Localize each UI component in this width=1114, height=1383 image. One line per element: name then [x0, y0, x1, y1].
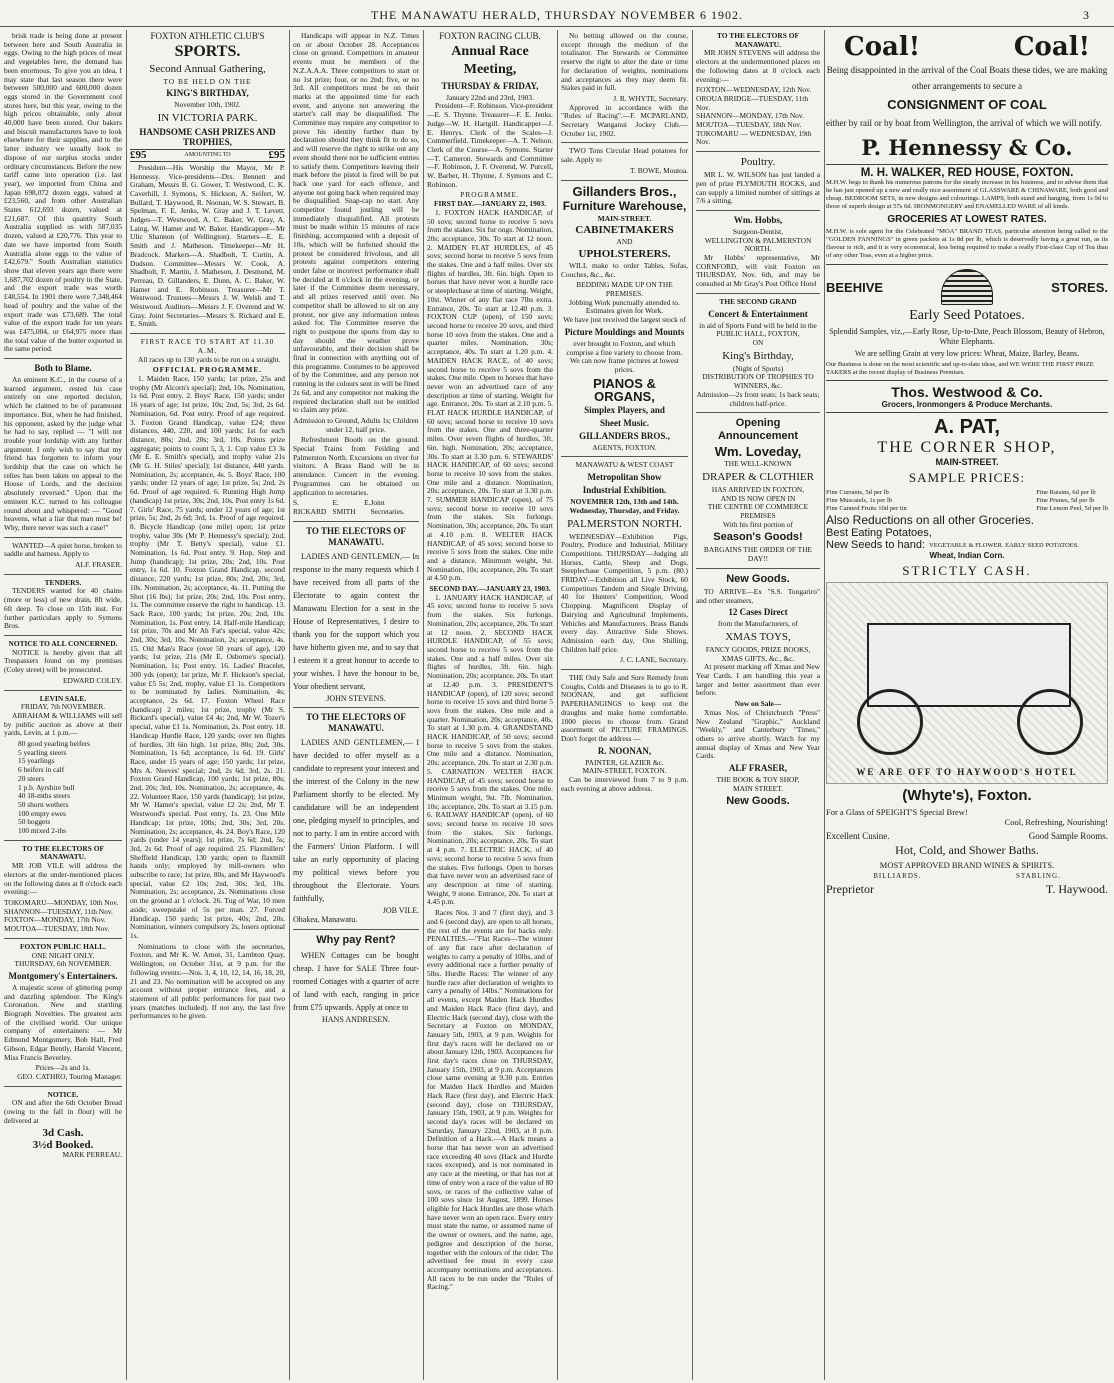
ad-levin: ABRAHAM & WILLIAMS will sell by public auction as above at their yards, Levin, at 1 p.m.—	[4, 710, 122, 738]
show-place: PALMERSTON NORTH.	[567, 517, 682, 530]
speights: For a Glass of SPEIGHT'S Special Brew!	[826, 807, 968, 817]
simplex: Simplex Players, and	[584, 404, 665, 415]
stevens-address: LADIES AND GENTLEMEN,— In response to the many requests which I have received from all parts of the Electorate to again contest the Manawatu Election for a seat in the House of Representatives, I desire to thank you for the support which you have hitherto given me, and to say that I esteem it a great honour to accede to your wishes. I have the honour to be, Your obedient servant,	[293, 551, 419, 691]
show-text: WEDNESDAY—Exhibition Pigs, Poultry, Produce and Industrial, Military Competitions. THURSDAY—Judging all Horses, Cattle, Sheep and Dogs, Steeplechase Competition, 5 p.m. (80.) FRIDAY—Exhibition all Live Stock, 60 Competitors Tandem and Single Driving, 40 for Hunters' Competition, Wood Chopping. Magnificent Display of Dairying and Agricultural Implements, Vehicles and Manufacturers. Brass Bands every day. Attractive Side Shows. Admission each day, One Shilling, Children half price.	[561, 531, 688, 654]
divider	[4, 537, 122, 538]
ad-date: FRIDAY, 7th NOVEMBER.	[20, 702, 106, 712]
divider	[4, 840, 122, 841]
draper: DRAPER & CLOTHIER	[702, 470, 814, 483]
prize-amount	[130, 149, 285, 162]
list-item: MOUTOA—TUESDAY, 18th Nov.	[696, 120, 802, 130]
show-dates: NOVEMBER 12th, 13th and 14th. Wednesday, Thursday, and Friday.	[569, 497, 680, 515]
ad-heading: FOXTON PUBLIC HALL.	[20, 941, 106, 951]
selling-text: We are selling Grain at very low prices: Wheat, Maize, Barley, Beans.	[854, 349, 1080, 358]
conjunction: AND	[616, 237, 633, 247]
dentist-place: WELLINGTON & PALMERSTON NORTH.	[704, 235, 812, 254]
pat: A. PAT,	[934, 416, 1000, 438]
list-item: FOXTON—MONDAY, 17th Nov.	[4, 915, 106, 925]
poultry-heading: Poultry.	[740, 156, 776, 169]
programme-heading: OFFICIAL PROGRAMME.	[152, 365, 263, 375]
divider	[696, 293, 820, 294]
jobbing: Jobbing Work punctually attended to.	[569, 297, 680, 307]
baths: Hot, Cold, and Shower Baths.	[895, 843, 1039, 857]
column-1	[4, 32, 122, 1378]
divider	[130, 333, 285, 334]
ad-subheading: ONE NIGHT ONLY.	[31, 950, 95, 960]
sheet-music: Sheet Music.	[600, 417, 649, 428]
westwood-sub: Grocers, Ironmongers & Produce Merchants.	[881, 400, 1053, 409]
gillanders-agents: GILLANDERS BROS.,	[579, 430, 670, 441]
secretaries-caption: Joint Secretaries.	[370, 498, 405, 516]
divider	[4, 938, 122, 939]
premises: THE CENTRE OF COMMERCE PREMISES	[707, 502, 809, 521]
sale-text: Xmas Nos. of Christchurch "Press" New Zealand "Graphic," Auckland "Weekly," and Canterbury "Times," others to arrive shortly. Watch for my annual display of Xmas and New Year Cards.	[696, 707, 820, 761]
reductions: Also Reductions on all other Groceries.	[826, 513, 1035, 527]
nominations: Nominations to close with the secretaries, Foxton, and Mr K. W. Arnot, 31, Lambton Quay, Wellington, on October 31st, at 9 p.m. for the following events:—Nos. 3, 4, 10, 12, 14, 16, 18, 20, 21 and 23. No nomination will be accepted on any account without proper entrance fees, and a statement of all public performances for past two years (matches included). If not any, the last five performances to be given.	[130, 941, 285, 1021]
coal-word: Coal!	[844, 32, 921, 62]
article-heading: Both to Blame.	[34, 363, 92, 374]
day-heading: SECOND DAY.—JANUARY 23, 1903.	[429, 584, 551, 594]
ad-date: THURSDAY, 6th NOVEMBER.	[14, 959, 112, 969]
list-item: MOUTOA—TUESDAY, 18th Nov.	[4, 924, 110, 934]
price-item: Fine Raisins, 6d per lb	[1036, 489, 1096, 496]
ad-signature: GEO. CATHRO, Touring Manager.	[17, 1071, 122, 1081]
list-item: OROUA BRIDGE—TUESDAY, 11th Nov.	[696, 93, 809, 112]
prizes-line: HANDSOME CASH PRIZES AND TROPHIES,	[139, 127, 276, 148]
list-item: 15 yearlings	[18, 756, 55, 766]
ad-show-name: Montgomery's Entertainers.	[8, 970, 118, 981]
fancy-goods: FANCY GOODS, PRIZE BOOKS, XMAS GIFTS, &c., &c.	[705, 644, 811, 663]
noonan-ad: THE Only Safe and Sure Remedy from Coughs, Colds and Diseases is to go to R. NOONAN, and get sufficient PAPERHANGINGS to keep out the draughts and make home comfortable. 1000 pieces to choose from. Grand assortment of PICTURE FRAMINGS. Don't forget the address —	[561, 673, 688, 743]
strictly-cash: STRICTLY CASH.	[902, 563, 1032, 578]
price-list-right	[1036, 489, 1108, 513]
walker: M. H. WALKER, RED HOUSE, FOXTON.	[860, 167, 1074, 179]
first-race: FIRST RACE TO START AT 11.30 A.M.	[140, 337, 275, 355]
concert-night: (Night of Sports)	[732, 363, 784, 373]
column-rule	[423, 30, 424, 1380]
sample-prices: SAMPLE PRICES:	[908, 470, 1026, 485]
concert-aid: in aid of Sports Fund will be held in the PUBLIC HALL, FOXTON,	[699, 320, 817, 339]
divider	[696, 568, 820, 569]
ad-hall: A majestic scene of glittering pomp and dazzling splendour. The King's Coronation. New and startling Biograph Novelties. The greatest acts of the civilised world. Our unique company of entertainers: — Mr Edmund Montgomery, Bob Hall, Fred Gibson, Edgar Bently, Harold Vincent, Miss Francis Beverley.	[4, 982, 122, 1062]
hennessy: P. Hennessy & Co.	[861, 135, 1073, 160]
divider	[561, 180, 688, 181]
list-item: TOKOMARU — WEDNESDAY, 19th Nov.	[696, 128, 812, 147]
stabling: STABLING.	[1015, 872, 1061, 880]
vile-address: LADIES AND GENTLEMEN,— I have decided to offer myself as a candidate to represent your interest and the interest of the Colony in the new Parliament shortly to be elected. My candidature will be an independent one, pledging myself to principles, and not to party. I am in entire accord with the Farmers' Union Platform. I will take an early opportunity of placing my political views before you throughout the Electorate. Yours faithfully,	[293, 738, 419, 904]
beehive-banner	[826, 269, 1108, 305]
column-4	[427, 32, 553, 1378]
secretaries	[293, 499, 419, 516]
admission: Admission to Ground, Adults 1s; Children under 12, half price.	[293, 415, 419, 434]
well-known: THE WELL-KNOWN	[724, 459, 792, 469]
race-officials: President—F. Robinson. Vice-president—E. S. Thynne. Treasurer—F. E. Jenks. Judge—W. H. Hartgill. Handicapper—J. E. Henrys. Clerk of the Scales—J. Commerfield. Timekeeper—A. T. Nelson. Clerk of the Course—A. Symons. Starter—T. Cameron. Stewards and Committee—F. Robinson, J. F. Overend, W. Purcell, W. Barber, H. Thynne, J. Symons and C. Robinson.	[427, 101, 553, 189]
ad-signature: T. BOWE, Moutoa.	[630, 165, 688, 175]
present-text: At present marking off Xmas and New Year Cards. I am handling this year a larger and better assortment than ever before.	[696, 662, 820, 698]
ad-heading: TO THE ELECTORS OF MANAWATU.	[306, 525, 406, 547]
list-item: 50 shorn wethers	[18, 799, 69, 809]
ad-signature: JOB VILE.	[382, 906, 419, 916]
cases: 12 Cases Direct	[728, 607, 788, 618]
divider	[4, 635, 122, 636]
divider	[4, 690, 122, 691]
agents: AGENTS, FOXTON.	[592, 442, 657, 452]
dentist-text: Mr Hobbs' representative, Mr CORNFORD, will visit Foxton on THURSDAY, Nov. 6th, and may be consulted at Mr Gray's Post Office Hotel	[696, 253, 820, 289]
proprietor-label: Preprietor	[826, 882, 874, 896]
cool-refreshing: Cool, Refreshing, Nourishing!	[1004, 817, 1108, 827]
race-dates: January 22nd and 23rd, 1903.	[446, 92, 534, 102]
race-rules: Races Nos. 3 and 7 (first day), and 3 and 6 (second day), are open to all horses, the rest of the events are for hacks only. PENALTIES.—"Flat Races—The winner of any flat race after declaration of weights to carry a penalty of 10lbs, and of every additional race a further penalty of 5lbs. Hurdle Races: The winner of any hurdle race after declaration of weights to carry a penalty of 14lbs." Nominations for all events, except Maiden Hack Hurdles and Maiden Hack Race (first day), and Electric Hack (second day), close with the Secretary at Foxton on MONDAY, January 5th, 1903, at 9 p.m. Weights for first day's races will be declared on or about January 12th, 1903. Acceptances for first day's races close on THURSDAY, January 15th, 1903, at 9 p.m. Acceptances close same evening at 9.30 p.m. Entries for Maiden Hack Hurdles and Maiden Hack Race (first day), and Electric Hack (second day), close on THURSDAY, January 15th, 1903, at 9 p.m. Weights for second day's races will be declared on Saturday, January 22nd, 1903, at 8 p.m. Definition of a Hack.—A Hack means a horse that has never won an advertised race exceeding 40 sovs (Hack and Hurdle races excepted), and is not nominated in any race at the meeting, or that has not at time of entry won a race of the value of 80 sovs, or races of the collective value of 100 sovs since 1st August, 1899. Horses eligible for Hack Hurdles are those which have never won an open race. Every entry must state the name, or assumed name of the owner or owners, and the name, age, pedigree and description of the horse, together with the colours of the rider. The advertised fee must in every case accompany nominations and acceptances. All races to be run under the "Rules of Racing."	[427, 908, 553, 1292]
pianos: PIANOS & ORGANS,	[593, 375, 656, 404]
ad-heading: NOTICE.	[47, 1089, 79, 1099]
held-line: TO BE HELD ON THE	[163, 76, 252, 86]
divider	[696, 151, 820, 152]
approved-note: Approved in accordance with the "Rules of Racing".—F. MCPARLAND, Secretary Wanganui Jockey Club.—October 1st, 1902.	[561, 102, 688, 138]
arrived: HAS ARRIVED IN FOXTON,	[711, 484, 805, 494]
club-name: FOXTON ATHLETIC CLUB'S	[150, 32, 265, 41]
column-6	[696, 32, 820, 1378]
price-list-left	[826, 489, 907, 513]
main-street: MAIN-STREET.	[935, 457, 999, 467]
trade: UPHOLSTERERS.	[578, 247, 671, 260]
concert-day: King's Birthday,	[722, 349, 794, 362]
conjunction: ON	[752, 337, 764, 347]
prize-value: £95	[130, 149, 147, 162]
refreshments: Refreshment Booth on the ground. Special Trains from Feilding and Palmerston North. Excursions on river for visitors. A Brass Band will be in attendance. Concert in the evening. Programmes can be obtained on application to secretaries.	[293, 435, 419, 497]
walker-text: M.H.W. begs to thank his numerous patrons for the steady increase in his business, and to advise them that he has just opened up a new and really nice assortment of GLASSWARE & CHINAWARE, both good and cheap. BEDROOM SETS, in new designs and colourings. LAMPS, both stand and hanging, from 1s 9d to those of superb design at 57s 6d. IRONMONGERY and ENAMELLED WARE of all kinds.	[826, 179, 1108, 210]
whytes: (Whyte's), Foxton.	[902, 787, 1032, 804]
article-eggs: brisk trade is being done at present between here and South Australia in eggs. Owing to the high prices of meat and vegetables here, the demand has been enormous. To give you an idea, I may state that last season there were between 500,000 and 600,000 dozen eggs stored in the Government cool stores here, but this year, owing to the high prices obtainable, only about 40,000 have been stored. Our bakers and biscuit manufacturers have to look elsewhere for their supplies, and to the latter industry we usually look to dispose of our surplus stocks under ordinary circumstances. Before the new tariff came into operation (i.e. last year), we imported from China and Japan 698,072 dozen eggs, valued at £23,560, and from other Australian States 612,693 dozen, valued at £21,687. Of this quantity South Australia supplied us with 587,035 dozen, valued at £20,776. This year to date we have imported from South Australia alone eggs to the value of £42,679." South Australian statistics show that eleven years ago there were 1,687,702 dozen of poultry in the State, and the export trade was worth £48,554. In 1901 there were 7,348,464 head of poultry and the value of the export trade was £73,689. The total value of the export trade for ten years was £475,004, or £64,975 more than the total value of the butter exported in the same period.	[4, 32, 122, 354]
list-item: 80 good yearling heifers	[18, 739, 91, 749]
groceries: GROCERIES AT LOWEST RATES.	[887, 214, 1047, 225]
ad-tenders: TENDERS wanted for 40 chains (more or less) of new drain, 8ft wide, 6ft deep. To close on 15th inst. For further particulars apply to Symons Bros.	[4, 586, 122, 631]
beehive-word: BEEHIVE	[826, 279, 884, 295]
venue: IN VICTORIA PARK.	[157, 112, 258, 125]
divider	[4, 358, 122, 359]
cart-caption: WE ARE OFF TO HAYWOOD'S HOTEL	[856, 767, 1078, 777]
race-meeting-title: Annual Race Meeting,	[451, 43, 529, 77]
price-item: Fine Prunes, 5d per lb	[1036, 497, 1095, 504]
masthead	[0, 0, 1114, 27]
column-rule	[692, 30, 693, 1380]
coal-word: Coal!	[1013, 32, 1090, 62]
potatoes-text: Splendid Samples, viz.,—Early Rose, Up-to-Date, Peach Blossom, Beauty of Hebron, White Elephants.	[829, 327, 1105, 346]
amenities	[826, 831, 1108, 841]
ad-heading: Why pay Rent?	[316, 933, 396, 946]
divider	[293, 929, 419, 930]
prize-caption: AMOUNTING TO	[184, 152, 231, 159]
concert-admission: Admission—2s front seats; 1s back seats; children half-price.	[696, 389, 820, 408]
noonan-hours: Can be interviewed from 7 to 9 p.m. each evening at above address.	[561, 775, 688, 793]
opening-heading: Opening Announcement	[717, 417, 799, 443]
column-rule	[126, 30, 127, 1380]
new-seeds: New Seeds to hand:	[826, 539, 926, 551]
seasons-goods: Season's Goods!	[713, 531, 803, 544]
list-item: 20 steers	[18, 773, 45, 783]
noonan-trade: PAINTER, GLAZIER &c.	[585, 757, 664, 767]
street: MAIN-STREET.	[597, 213, 652, 223]
list-item: 100 empty ewes	[18, 808, 67, 818]
stevens-meetings: MR JOHN STEVENS will address the electors at the undermentioned places on the following dates at 8 o'clock each evening:—	[696, 48, 820, 84]
gathering-title: Second Annual Gathering,	[149, 62, 266, 75]
seeds-detail: VEGETABLE & FLOWER. EARLY SEED POTATOES.	[929, 541, 1079, 549]
estimates: Estimates given for Work.	[585, 306, 664, 316]
bedding: BEDDING MADE UP ON THE PREMISES.	[576, 280, 673, 299]
divider	[561, 669, 688, 670]
gillanders-title: Gillanders Bros.,	[572, 183, 677, 199]
dentist-title: Surgeon-Dentist,	[732, 226, 784, 236]
billiards: BILLIARDS.	[873, 872, 922, 880]
price-item: Fine Currants, 5d per lb	[826, 489, 889, 496]
now-open: AND IS NOW OPEN IN	[720, 493, 796, 503]
seeds-line	[826, 539, 1108, 551]
divider	[293, 521, 419, 522]
ad-signature: J. C. LANE, Secretary.	[620, 655, 688, 665]
wines: MOST APPROVED BRAND WINES & SPIRITS.	[879, 860, 1055, 870]
price-item: Fine Lemon Peel, 5d per lb	[1036, 505, 1108, 512]
divider	[561, 142, 688, 143]
ad-notice: NOTICE is hereby given that all Trespassers found on my premises (Coley street) will be prosecuted.	[4, 647, 122, 675]
betting-note: No betting allowed on the course, except through the medium of the totalisator. The Stewards or Committee reserve the right to alter the date or time for declaration of weights, nominations and acceptances as they may deem fit. Stakes paid in full.	[561, 32, 688, 93]
proprietor-line	[826, 882, 1108, 897]
ad-heading: TO THE ELECTORS OF MANAWATU.	[717, 32, 799, 49]
new-goods-heading: New Goods.	[726, 795, 790, 808]
show-subtitle: Industrial Exhibition.	[582, 485, 667, 496]
wheel-icon	[857, 689, 923, 755]
ad-wanted: WANTED—A quiet horse, broken to saddle and harness. Apply to	[4, 540, 122, 559]
gillanders-text: WILL make to order Tables, Sofas, Couches, &c., &c.	[561, 260, 688, 279]
programme-heading: PROGRAMME.	[460, 190, 520, 200]
ad-heading: TENDERS.	[44, 577, 82, 587]
rent-ad: WHEN Cottages can be bought cheap. I have for SALE Three four-roomed Cottages with a quarter of acre of land with each, ranging in price from £75 upwards. Apply at once to	[293, 950, 419, 1012]
proprietor-name: T. Haywood.	[1045, 882, 1108, 896]
list-item: SHANNON—MONDAY, 17th Nov.	[696, 111, 804, 121]
groceries-text: M.H.W. is sole agent for the Celebrated "MOA" BRAND TEAS, particular attention being called to the "GOLDEN FANNINGS" in green packets at 1s 8d per lb, which is deservedly having a great run, as its flavour is rich, and it is very economical, less being required to make a really First-class Cup of Tea than of any other Teas, even at a higher price.	[826, 228, 1108, 259]
facilities	[826, 872, 1108, 880]
list-item: 6 heifers in calf	[18, 765, 65, 775]
ad-signature: JOHN STEVENS.	[326, 693, 386, 703]
stores-word: STORES.	[1051, 279, 1108, 295]
best-potatoes: Best Eating Potatoes,	[826, 527, 932, 539]
ad-prices: Prices—2s and 1s.	[35, 1063, 91, 1073]
from-manufacturers: from the Manufacturers, of	[717, 619, 799, 629]
meeting-list	[696, 86, 820, 147]
article-blame: An eminent K.C., in the course of a learned argument, rested his case entirely on one reported decision, which he claimed to be of paramount importance. But, when he had finished, his opponent, asked by the judge what he had to say, replied — "I will not trouble your lordship with any further argument. I only wish to say that my friend has forgotten to inform your lordship that the case on which he relies has been taken on appeal to the House of Lords, and the decision absolutely reversed." Upon that the eminent K.C. turned to his colleague round about and whispered: — "Good heavens, what a liar that man must be! Why, there never was such a case!"	[4, 375, 122, 532]
ad-vile-meetings: MR JOB VILE will address the electors at the under-mentioned places on the following dates at 8 o'clock each evening:—	[4, 861, 122, 897]
ad-heading: TO THE ELECTORS OF MANAWATU.	[306, 712, 406, 734]
brought-text: ever brought to Foxton, and which comprise a fine variety to choose from. We can now frame pictures at lowest prices.	[566, 338, 683, 374]
gillanders-sub: Furniture Warehouse,	[562, 198, 687, 213]
list-item: 50 hoggets	[18, 817, 51, 827]
potatoes-heading: Early Seed Potatoes.	[909, 308, 1025, 323]
ad-signature: HANS ANDRESEN.	[321, 1014, 390, 1024]
ad-bread: ON and after the 6th October Bread (owing to the fall in flour) will be delivered at	[4, 1098, 122, 1125]
fraser-name: ALF FRASER,	[728, 763, 788, 774]
secretary: S. RICKARD	[293, 498, 327, 516]
sports-rules: Handicaps will appear in N.Z. Times on or about October 28. Acceptances close on ground. Competitors in amateur events must be members of the N.Z.A.A.A. Three competitors to start or no 1st prize; four, or no 2nd; five, or no 3rd. All competitors must be on their marks at the appointed time for each event, and anyone not answering the starter's call may be disqualified. The Committee may require any competitor to prove his identity further than by declaration should they think fit to do so, and will reserve the right to strike out any event should there not be sufficient entries to satisfy them. Competitors leaving their mark before the pistol is fired will be put back one yard for each offence, and anyone not going back when required may be disqualified. Snap-cap no start. Any competitor found jostling will be immediately disqualified. All protests must be made within 15 minutes of race finishing, accompanied with a deposit of 10s, which will be forfeited should the protest be considered frivolous, and all protests against competitors entering under false or incorrect performance shall be decided at 8 o'clock in the evening, or later if the Committee deem necessary, and all prizes reserved until over. No competitor shall be allowed to sit on any protest, nor give any information unless asked for. The Committee reserve the right to postpone the sports from day to day should the weather prove unfavourable, and their decision shall be final in connection with anything out of this programme. Costumes to be approved of by the Committee, and any person not running in the colours sent in will be fined 2s 6d, and any competitor not making the required declaration shall not be entitled to claim any prize.	[293, 32, 419, 415]
sale-head: Now on Sale—	[734, 699, 782, 709]
show-title: Metropolitan Show	[587, 472, 662, 483]
race-days: THURSDAY & FRIDAY,	[441, 80, 539, 91]
day1-programme: 1. FOXTON HACK HANDICAP, of 50 sovs; second horse to receive 5 sovs from the stakes. Six fur ongs. Nomination, 20s; acceptance, 30s. To start at 12 noon. 2. MAIDEN FLAT HURDLES, of 45 sovs; second horse to receive 5 sovs from the stakes. One and a half miles. Over six flights of hurdles, 3ft. 6in. high. Open to horses that have never won a hurdle race or steeplechase at time of starting. Weight, 10st. Winner of any flat race 7lbs extra. Entrance, 20s. To start at 12.40 p.m. 3. FOXTON CUP (open), of 150 sovs; second horse to receive 20 sovs, and third horse 10 sovs from the stakes. One and a quarter miles. Nomination, 30s; acceptance, 40s. To start at 1.20 p.m. 4. MAIDEN HACK RACE, of 40 sovs; second horse to receive 5 sovs from the stakes. One mile. Open to horses that have never won an advertised race of any description at time of starting. Weight for age. Entrance, 20s. To start at 2.10 p.m. 5. FLAT HACK HURDLE HANDICAP, of 60 sovs; second horse to receive 10 sovs from the stakes. One and three-quarter miles. Over seven flights of hurdles, 3ft. 6in. high. Nomination, 20s; acceptance, 30s. To start at 3.30 p.m. 6. STEWARDS' HACK HANDICAP, of 60 sovs; second horse to receive 10 sovs from the stakes. One mile and a distance. Nomination, 20s; acceptance, 20s. To start at 3.30 p.m. 7. SUMMER HANDICAP (open), of 75 sovs; second horse to receive 10 sovs from the stakes. Six furlongs. Nomination, 30s; acceptance, 20s. To start at 4.10 p.m. 8. WELTER HACK HANDICAP, of 45 sovs; second horse to receive 5 sovs from the stakes. One mile and a distance. Minimum weight, 9st. Nomination, 10s; acceptance, 20s. To start at 4.50 p.m.	[427, 207, 553, 583]
ad-signature: MARK PERREAU.	[62, 1150, 122, 1160]
coal-text: Being disappointed in the arrival of the Coal Boats these tides, we are making other arrangements to secure a	[826, 65, 1108, 91]
sports-title: SPORTS.	[174, 42, 241, 60]
ad-heading: LEVIN SALE.	[39, 693, 87, 703]
prize-value: £95	[268, 149, 285, 162]
divider	[4, 574, 122, 575]
bargains: BARGAINS THE ORDER OF THE DAY!!	[703, 545, 813, 564]
column-3	[293, 32, 419, 1378]
ad-heading: NOTICE TO ALL CONCERNED.	[8, 639, 118, 648]
trade: CABINETMAKERS	[575, 224, 674, 237]
bread-price: 3½d Booked.	[32, 1139, 94, 1152]
masthead-title: THE MANAWATU HERALD, THURSDAY NOVEMBER 6 1902.	[371, 8, 743, 22]
picture-mouldings: Picture Mouldings and Mounts	[564, 326, 685, 337]
xmas-toys: XMAS TOYS,	[725, 630, 791, 643]
hotel-cart-illustration	[826, 582, 1108, 784]
divider	[561, 456, 688, 457]
concert-title: Concert & Entertainment	[708, 308, 808, 319]
new-goods-heading: New Goods.	[726, 572, 790, 585]
column-rule	[289, 30, 290, 1380]
first-portion: With his first portion of	[723, 519, 793, 529]
column-rule	[824, 30, 825, 1380]
page-number: 3	[1083, 8, 1090, 22]
list-item: 40 18-mths steers	[18, 791, 71, 801]
show-head: MANAWATU & WEST COAST	[575, 460, 674, 470]
potato-ad: TWO Tons Circular Head potatoes for sale. Apply to	[561, 146, 688, 165]
wheel-icon	[1017, 689, 1083, 755]
coal-heading	[826, 32, 1108, 62]
price-lists	[826, 489, 1108, 513]
received: We have just received the largest stock of	[563, 315, 686, 325]
coal-text2: either by rail or by boat from Wellington, the arrival of which we will notify.	[826, 118, 1102, 128]
divider	[4, 1086, 122, 1087]
westwood: Thos. Westwood & Co.	[891, 384, 1043, 400]
day-heading: FIRST DAY.—JANUARY 22, 1903.	[433, 199, 547, 209]
divider	[696, 210, 820, 211]
secretary: E. E. SMITH	[332, 498, 371, 516]
list-item: TOKOMARU—MONDAY, 10th Nov.	[4, 897, 119, 907]
ad-signature: ALF. FRASER.	[75, 560, 122, 570]
price-item: Fine Muscatels, 1s per lb	[826, 497, 893, 504]
column-rule	[557, 30, 558, 1380]
ad-column	[826, 32, 1108, 897]
noonan-street: MAIN-STREET, FOXTON.	[582, 766, 667, 776]
consignment: CONSIGNMENT OF COAL	[887, 97, 1047, 112]
divider	[696, 412, 820, 413]
ad-signature: J. R. WHYTE, Secretary.	[613, 93, 688, 103]
list-item: FOXTON—WEDNESDAY, 12th Nov.	[696, 85, 812, 95]
bread-price: 3d Cash.	[42, 1127, 84, 1140]
loveday-name: Wm. Loveday,	[714, 444, 802, 460]
fraser-shop: THE BOOK & TOY SHOP,	[716, 775, 800, 785]
beehive-icon	[941, 269, 993, 305]
cuisine: Excellent Cusine.	[826, 831, 890, 841]
list-item: SHANNON—TUESDAY, 11th Nov.	[4, 906, 113, 916]
fraser-street: MAIN STREET.	[733, 783, 783, 793]
officials: President—His Worship the Mayor, Mr P. Hennessy. Vice-presidents—Drs. Bennett and Graham, Messrs B. G. Gower, T. Westwood, C. K. Caverhill, J. Symons, S. Hickson, A. Seifert, W. Bullard, T. Haywood, R. Noonan, W. S. Stewart, B. Spelman, F. E. Jenks, W. Gray and J. T. Levett. Judges—T. Westwood, A. C. Baker, W. Gray, A. Laing, W. Hamer and W. Baker. Handicapper—Mr Ulic Shannon (of Wellington). Starters—E. E. Smith and J. Matheson. Timekeeper—Mr H. Bradcock. Markers—A. Shadbolt, T. Curtin, A. Dudson. Committee—Messrs W. Cook, A. Shadbolt, F. Martin, J. Matheson, J. Desmond, M. Perreau, D. Gillanders, E. Dunn, A. C. Baker, W. Hamer and E. Robinson. Treasurer—Mr T. Westwood. Trustees—Messrs J. W. Welsh and T. Westwood. Auditors—Messrs J. F. Overend and W. Gray. Joint Secretaries—Messrs S. Rickard and E. E. Smith.	[130, 162, 285, 329]
divider	[293, 707, 419, 708]
racing-club: FOXTON RACING CLUB.	[439, 32, 541, 41]
noonan-name: R. NOONAN,	[597, 745, 652, 756]
business-text: Our Business is done on the most scientific and up-to-date ideas, and WE WERE THE FIRST PRIZE TAKERS at the recent display of Business Premises.	[826, 361, 1094, 376]
programme: 1. Maiden Race, 150 yards; 1st prize, 25s and trophy (Mr Alcorn's special); 2nd, 10s. Nomination, 1s 6d. Post entry. 2. Boys' Race, 150 yards; under 16 years of age; 1st prize, 10s; 2nd, 5s; 3rd, 2s 6d. Nomination, 6d. Post entry. Proof of age required. 3. Foxton Grand Handicap, value £24; three distances, 440, 220, and 100 yards; 1st for each distance, 80s; 2nd, 20s; 3rd, 10s. Points prize aggregate; points to count 5, 3, 1. Cup value £3 3s (Mr E. E. Smith's special), and trophy value 21s (Mr G. H. Stiles' special); 1st distance, 440 yards. Nomination, 2s; acceptance, 4s. 5. Boys' Race, 100 yards; under 12 years of age; 1st prize, 5s; 2nd, 2s 6d. Proof of age required. 6. Running High Jump (handicap) 1st prize, 30s; 2nd, 10s. Post entry 1s 6d. 7. Girls' Race, 75 yards; under 12 years of age; 1st prize, 5s; 2nd, 2s 6d; 3rd, 1s. Proof of age required. 8. Bicycle Handicap (one mile) open; 1st prize trophy, value 30s (Mr P. Hennessy's special); 2nd, trophy (Mr T. Betty's special), value £1. Nomination, 1s 6d. Post entry. 9. Hop, Step and Jump (handicap); 1st prize, 20s; 2nd, 10s. Post entry, 1s 6d. 10. Foxton Grand Handicap, second distance, 220 yards; 1st prize, 80s; 2nd, 20s; 3rd, 10s. Nomination, 2s; acceptance, 4s. 11. Putting the Shot (16 lbs); 1st prize, 20s; 2nd, 10s. Post entry, 1s. The committee reserve the right to handicap. 13. Sack Race, 100 yards; 1st prize, 20s; 2nd, 10s. Nomination, 1s. Post entry. 14. Half-mile Handicap; 1st prize, 70s and Mr Ah Fat's special, value 42s; 2nd, 30s; 3rd, 10s. Nomination, 2s; acceptance, 4s. 15. Old Man's Race (over 50 years of age), 120 yards; 1st prize, 21s (Mr E. Osborne's special). Nomination, 1s; Post entry. 16. Ladies' Bracelet, 300 yds (open); 1st prize, Mr F. Hickson's special, value £5 5s; 2nd, trophy, value £1 1s. Competitors to be nominated by ladies. Nomination, 4s; acceptance, 2s 6d. 17. Foxton Wheel Race (handicap) 2 miles; 1st prize, trophy (Mr S. Rickard's special), value £4 4s; 2nd, Mr W. Tozer's special, value £1 1s. Nomination, 2s. Post entry. 18. Handicap Hurdle Race, 120 yards; over ten flights of hurdles, 3ft 6in high. 1st prize, 80s; 2nd, 30s. Nomination, 1s 6d; acceptance, 1s 6d. 19. Girls' Race, under 15 years of age; 150 yards; 1st prize, Mrs A. Neeves' special; 2nd, 2s 6d; 3rd, 2s. 21. Foxton Grand Handicap, 100 yards; 1st prize, 80s; 2nd, 20s; 3rd, 10s. Nomination, 2s; acceptance, 4s. 22. Volunteer Race, 150 yards (handicap); 1st prize, Mr W. Hamer's special, value £2 2s; 2nd, Mr T. Westwood's special. Post entry, 1s. 23. One Mile Handicap; 1st prize, 100s; 2nd, 30s; 3rd, 20s. Nomination, 2s; acceptance, 4s. 24. Boy's Race, 120 yards (under 14 years); 1st prize, 7s 6d; 2nd, 5s; 3rd, 2s 6d. Proof of age required. 25. Flaxmillers' Sheffield Handicap, 130 yards; open to flaxmill hands only; employed by mill-owners who subscribe to race; 1st prize, 80s, and Mr Haywood's special, value £2 10s; 2nd, 30s; 3rd, 10s. Nomination, 2s; acceptance, 2s. Nominations close on the ground at 1 o'clock. 26. Tug of War, 10 men aside; sweepstake of 5s per man. 27. Forced Handicap, 150 yards; 1st prize, 40s; 2nd, 20s. Nomination, winners compulsory 2s, losers optional 1s.	[130, 373, 285, 940]
meeting-list	[4, 899, 122, 934]
corner-shop: THE CORNER SHOP,	[877, 439, 1057, 456]
price-item: Fine Canned Fruits 10d per tin	[826, 505, 907, 512]
list-item: 5 yearling steers	[18, 747, 67, 757]
concert-head: THE SECOND GRAND	[719, 296, 797, 306]
column-5	[561, 32, 688, 1378]
sports-date: November 10th, 1902.	[174, 100, 241, 110]
ad-signature: EDWARD COLEY.	[63, 675, 122, 685]
entries-note: All races up to 130 yards to be run on a straight.	[138, 354, 281, 364]
list-item: 1 p.b. Ayrshire bull	[18, 782, 75, 792]
poultry-ad: MR L. W. WILSON has just landed a pen of prize PLYMOUTH ROCKS, and can supply a limited number of sittings at 7/6 a sitting.	[696, 170, 820, 206]
arrive-text: TO ARRIVE—Ex "S.S. Tongariro" and other steamers,	[696, 586, 820, 605]
column-2	[130, 32, 285, 1378]
dentist-name: Wm. Hobbs,	[733, 214, 783, 225]
ad-heading: TO THE ELECTORS OF MANAWATU.	[22, 843, 104, 862]
stock-list	[4, 740, 122, 836]
birthday-title: KING'S BIRTHDAY,	[166, 88, 249, 99]
concert-trophies: DISTRIBUTION OF TROPHIES TO WINNERS, &c.	[702, 372, 814, 391]
sample-rooms: Good Sample Rooms.	[1028, 831, 1108, 841]
ad-place: Ohakea, Manawatu.	[293, 915, 358, 925]
day2-programme: 1. JANUARY HACK HANDICAP, of 45 sovs; second horse to receive 5 sovs from the stakes. Six furlongs. Nomination, 20s; acceptance, 20s. To start at 12 noon. 2. SECOND HACK HURDLE HANDICAP, of 55 sovs; second horse to receive 5 sovs from the stakes. One and a half miles. Over six flights of hurdles, 3ft. 6in. high. Nomination, 20s; acceptance, 20s. To start at 12.40 p.m. 3. PRESIDENT'S HANDICAP (open), of 120 sovs; second horse to receive 15 sovs and third horse 5 sovs from the stakes. One mile and a quarter. Nomination, 20s; acceptance, 40s. To start at 1.30 p.m. 4. GRANDSTAND HACK HANDICAP, of 50 sovs; second horse to receive 5 sovs from the stakes. One mile and a distance. Nomination, 20s; acceptance, 20s. To start at 2.30 p.m. 5. CARNATION WELTER HACK HANDICAP, of 45 sovs; second horse to receive 5 sovs from the stakes. One mile. Minimum weight, 9st. 7lb. Nomination, 10s; acceptance, 20s. To start at 3.15 p.m. 6. RAILWAY HANDICAP (open), of 60 sovs; second horse to receive 10 sovs from the stakes. Six furlongs. Nomination, 20s; acceptance, 20s. To start at 4 p.m. 7. ELECTRIC HACK, of 40 sovs; second horse to receive 5 sovs from the stakes. Five furlongs. Open to horses that have never won an advertised race of any description at time of starting. Weight, 9 stone. Entrance, 20s. To start at 4.45 p.m.	[427, 592, 553, 907]
wheat: Wheat, Indian Corn.	[929, 551, 1005, 560]
list-item: 100 mixed 2-ths	[18, 826, 67, 836]
